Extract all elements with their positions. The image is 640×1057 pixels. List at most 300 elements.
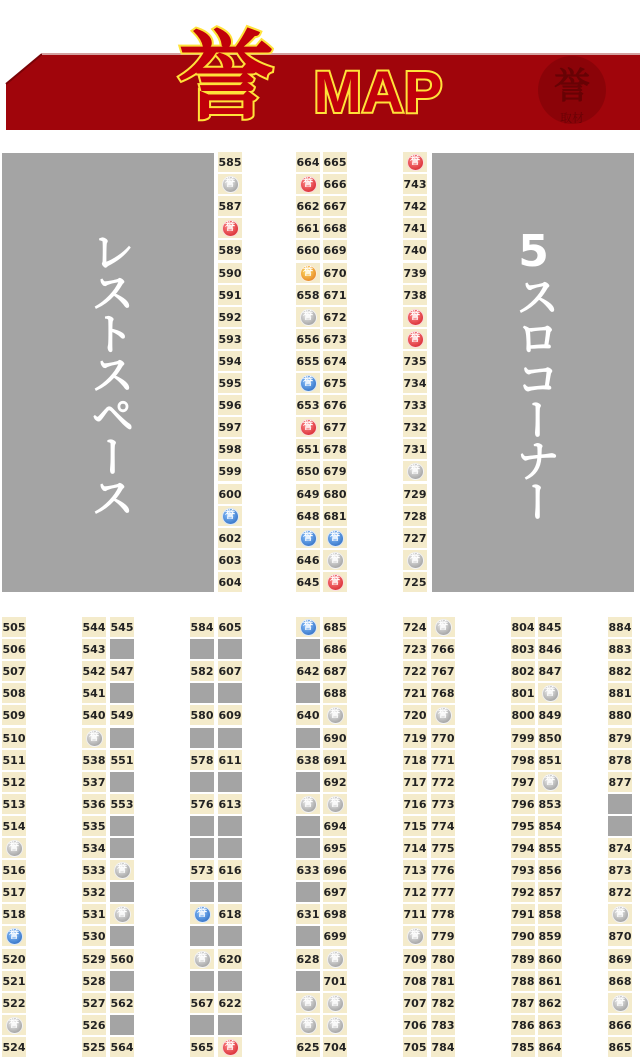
- slot-machine-number[interactable]: 796: [511, 794, 535, 814]
- slot-machine-number[interactable]: 625: [296, 1037, 320, 1057]
- homare-silver-icon: 誉: [407, 928, 424, 945]
- slot-machine-number[interactable]: 592: [218, 307, 242, 327]
- slot-machine-number[interactable]: 874: [608, 838, 632, 858]
- slot-machine-number[interactable]: 709: [403, 949, 427, 969]
- slot-machine-number[interactable]: 564: [110, 1037, 134, 1057]
- slot-machine-number[interactable]: 650: [296, 461, 320, 481]
- slot-machine-number[interactable]: 851: [538, 750, 562, 770]
- slot-machine-number[interactable]: 669: [323, 240, 347, 260]
- slot-machine-number[interactable]: 545: [110, 617, 134, 637]
- slot-machine-number[interactable]: 854: [538, 816, 562, 836]
- slot-machine-number[interactable]: 677: [323, 417, 347, 437]
- slot-machine-number[interactable]: 775: [431, 838, 455, 858]
- slot-machine-number[interactable]: 594: [218, 351, 242, 371]
- slot-machine-number[interactable]: 672: [323, 307, 347, 327]
- slot-machine-number[interactable]: 735: [403, 351, 427, 371]
- slot-machine-number[interactable]: 662: [296, 196, 320, 216]
- slot-machine-number[interactable]: 706: [403, 1015, 427, 1035]
- slot-marker-gold[interactable]: [296, 263, 320, 283]
- slot-machine-number[interactable]: 734: [403, 373, 427, 393]
- slot-machine-number[interactable]: 655: [296, 351, 320, 371]
- slot-marker-silver[interactable]: [82, 728, 106, 748]
- slot-machine-number[interactable]: 719: [403, 728, 427, 748]
- slot-marker-silver[interactable]: [608, 904, 632, 924]
- slot-machine-number[interactable]: 767: [431, 661, 455, 681]
- slot-machine-number[interactable]: 670: [323, 263, 347, 283]
- slot-marker-red[interactable]: [403, 152, 427, 172]
- slot-machine-number[interactable]: 732: [403, 417, 427, 437]
- slot-marker-silver[interactable]: [190, 949, 214, 969]
- slot-machine-number[interactable]: 633: [296, 860, 320, 880]
- slot-machine-number[interactable]: 697: [323, 882, 347, 902]
- slot-machine-number[interactable]: 717: [403, 772, 427, 792]
- empty-slot: [218, 882, 242, 902]
- slot-marker-silver[interactable]: [2, 1015, 26, 1035]
- slot-marker-red[interactable]: [218, 218, 242, 238]
- slot-machine-number[interactable]: 716: [403, 794, 427, 814]
- slot-machine-number[interactable]: 791: [511, 904, 535, 924]
- slot-machine-number[interactable]: 781: [431, 971, 455, 991]
- slot-marker-silver[interactable]: [323, 1015, 347, 1035]
- slot-machine-number[interactable]: 514: [2, 816, 26, 836]
- slot-machine-number[interactable]: 711: [403, 904, 427, 924]
- slot-machine-number[interactable]: 505: [2, 617, 26, 637]
- homare-silver-icon: 誉: [542, 774, 559, 791]
- slot-machine-number[interactable]: 742: [403, 196, 427, 216]
- slot-machine-number[interactable]: 790: [511, 926, 535, 946]
- slot-machine-number[interactable]: 560: [110, 949, 134, 969]
- slot-machine-number[interactable]: 534: [82, 838, 106, 858]
- slot-machine-number[interactable]: 532: [82, 882, 106, 902]
- slot-machine-number[interactable]: 506: [2, 639, 26, 659]
- slot-marker-silver[interactable]: [323, 550, 347, 570]
- slot-machine-number[interactable]: 543: [82, 639, 106, 659]
- slot-marker-red[interactable]: [218, 1037, 242, 1057]
- slot-machine-number[interactable]: 696: [323, 860, 347, 880]
- slot-machine-number[interactable]: 863: [538, 1015, 562, 1035]
- 5-slot-corner-label: 5スロコーナー: [508, 225, 559, 520]
- slot-machine-number[interactable]: 774: [431, 816, 455, 836]
- slot-machine-number[interactable]: 770: [431, 728, 455, 748]
- slot-machine-number[interactable]: 729: [403, 484, 427, 504]
- slot-marker-silver[interactable]: [323, 705, 347, 725]
- slot-machine-number[interactable]: 665: [323, 152, 347, 172]
- slot-machine-number[interactable]: 640: [296, 705, 320, 725]
- slot-machine-number[interactable]: 642: [296, 661, 320, 681]
- slot-machine-number[interactable]: 847: [538, 661, 562, 681]
- slot-machine-number[interactable]: 527: [82, 993, 106, 1013]
- slot-machine-number[interactable]: 849: [538, 705, 562, 725]
- slot-machine-number[interactable]: 512: [2, 772, 26, 792]
- slot-machine-number[interactable]: 869: [608, 949, 632, 969]
- slot-machine-number[interactable]: 715: [403, 816, 427, 836]
- slot-machine-number[interactable]: 846: [538, 639, 562, 659]
- slot-machine-number[interactable]: 795: [511, 816, 535, 836]
- slot-marker-blue[interactable]: [218, 506, 242, 526]
- slot-machine-number[interactable]: 598: [218, 439, 242, 459]
- slot-machine-number[interactable]: 547: [110, 661, 134, 681]
- slot-marker-blue[interactable]: [296, 617, 320, 637]
- slot-machine-number[interactable]: 780: [431, 949, 455, 969]
- empty-slot: [218, 772, 242, 792]
- slot-machine-number[interactable]: 613: [218, 794, 242, 814]
- homare-silver-icon: 誉: [542, 685, 559, 702]
- homare-blue-icon: 誉: [300, 375, 317, 392]
- slot-machine-number[interactable]: 865: [608, 1037, 632, 1057]
- slot-machine-number[interactable]: 779: [431, 926, 455, 946]
- slot-machine-number[interactable]: 713: [403, 860, 427, 880]
- slot-machine-number[interactable]: 648: [296, 506, 320, 526]
- slot-machine-number[interactable]: 860: [538, 949, 562, 969]
- slot-machine-number[interactable]: 656: [296, 329, 320, 349]
- slot-machine-number[interactable]: 804: [511, 617, 535, 637]
- slot-machine-number[interactable]: 857: [538, 882, 562, 902]
- slot-machine-number[interactable]: 660: [296, 240, 320, 260]
- slot-machine-number[interactable]: 595: [218, 373, 242, 393]
- slot-machine-number[interactable]: 551: [110, 750, 134, 770]
- slot-machine-number[interactable]: 690: [323, 728, 347, 748]
- slot-machine-number[interactable]: 599: [218, 461, 242, 481]
- slot-machine-number[interactable]: 513: [2, 794, 26, 814]
- slot-machine-number[interactable]: 707: [403, 993, 427, 1013]
- slot-marker-red[interactable]: [296, 174, 320, 194]
- slot-machine-number[interactable]: 797: [511, 772, 535, 792]
- slot-machine-number[interactable]: 799: [511, 728, 535, 748]
- slot-machine-number[interactable]: 776: [431, 860, 455, 880]
- slot-machine-number[interactable]: 567: [190, 993, 214, 1013]
- slot-machine-number[interactable]: 688: [323, 683, 347, 703]
- slot-machine-number[interactable]: 731: [403, 439, 427, 459]
- slot-machine-number[interactable]: 802: [511, 661, 535, 681]
- slot-marker-blue[interactable]: [2, 926, 26, 946]
- slot-machine-number[interactable]: 673: [323, 329, 347, 349]
- slot-machine-number[interactable]: 725: [403, 572, 427, 592]
- slot-marker-silver[interactable]: [538, 683, 562, 703]
- slot-machine-number[interactable]: 584: [190, 617, 214, 637]
- slot-machine-number[interactable]: 861: [538, 971, 562, 991]
- slot-machine-number[interactable]: 511: [2, 750, 26, 770]
- slot-machine-number[interactable]: 800: [511, 705, 535, 725]
- slot-machine-number[interactable]: 879: [608, 728, 632, 748]
- slot-machine-number[interactable]: 553: [110, 794, 134, 814]
- empty-slot: [608, 794, 632, 814]
- slot-marker-silver[interactable]: [296, 993, 320, 1013]
- slot-machine-number[interactable]: 605: [218, 617, 242, 637]
- slot-machine-number[interactable]: 793: [511, 860, 535, 880]
- slot-machine-number[interactable]: 578: [190, 750, 214, 770]
- slot-machine-number[interactable]: 766: [431, 639, 455, 659]
- slot-marker-silver[interactable]: [296, 794, 320, 814]
- slot-marker-silver[interactable]: [323, 949, 347, 969]
- slot-machine-number[interactable]: 535: [82, 816, 106, 836]
- slot-machine-number[interactable]: 792: [511, 882, 535, 902]
- slot-machine-number[interactable]: 698: [323, 904, 347, 924]
- slot-machine-number[interactable]: 692: [323, 772, 347, 792]
- slot-machine-number[interactable]: 881: [608, 683, 632, 703]
- slot-marker-silver[interactable]: [431, 617, 455, 637]
- slot-machine-number[interactable]: 882: [608, 661, 632, 681]
- slot-marker-red[interactable]: [403, 329, 427, 349]
- slot-marker-silver[interactable]: [296, 307, 320, 327]
- slot-machine-number[interactable]: 538: [82, 750, 106, 770]
- slot-machine-number[interactable]: 743: [403, 174, 427, 194]
- slot-machine-number[interactable]: 778: [431, 904, 455, 924]
- slot-machine-number[interactable]: 704: [323, 1037, 347, 1057]
- slot-marker-silver[interactable]: [110, 904, 134, 924]
- slot-machine-number[interactable]: 880: [608, 705, 632, 725]
- slot-machine-number[interactable]: 864: [538, 1037, 562, 1057]
- slot-machine-number[interactable]: 786: [511, 1015, 535, 1035]
- slot-machine-number[interactable]: 536: [82, 794, 106, 814]
- homare-silver-icon: 誉: [300, 1017, 317, 1034]
- slot-marker-silver[interactable]: [538, 772, 562, 792]
- slot-machine-number[interactable]: 526: [82, 1015, 106, 1035]
- slot-marker-silver[interactable]: [110, 860, 134, 880]
- slot-machine-number[interactable]: 549: [110, 705, 134, 725]
- slot-machine-number[interactable]: 870: [608, 926, 632, 946]
- slot-machine-number[interactable]: 768: [431, 683, 455, 703]
- slot-machine-number[interactable]: 580: [190, 705, 214, 725]
- slot-machine-number[interactable]: 585: [218, 152, 242, 172]
- slot-marker-silver[interactable]: [403, 550, 427, 570]
- slot-machine-number[interactable]: 853: [538, 794, 562, 814]
- slot-machine-number[interactable]: 686: [323, 639, 347, 659]
- slot-machine-number[interactable]: 691: [323, 750, 347, 770]
- homare-silver-icon: 誉: [222, 176, 239, 193]
- slot-machine-number[interactable]: 845: [538, 617, 562, 637]
- slot-machine-number[interactable]: 520: [2, 949, 26, 969]
- slot-machine-number[interactable]: 724: [403, 617, 427, 637]
- slot-machine-number[interactable]: 658: [296, 285, 320, 305]
- slot-machine-number[interactable]: 784: [431, 1037, 455, 1057]
- slot-machine-number[interactable]: 738: [403, 285, 427, 305]
- slot-machine-number[interactable]: 721: [403, 683, 427, 703]
- slot-marker-silver[interactable]: [2, 838, 26, 858]
- slot-marker-silver[interactable]: [403, 926, 427, 946]
- slot-machine-number[interactable]: 708: [403, 971, 427, 991]
- slot-machine-number[interactable]: 529: [82, 949, 106, 969]
- slot-machine-number[interactable]: 723: [403, 639, 427, 659]
- slot-machine-number[interactable]: 620: [218, 949, 242, 969]
- slot-marker-silver[interactable]: [608, 993, 632, 1013]
- slot-machine-number[interactable]: 607: [218, 661, 242, 681]
- slot-machine-number[interactable]: 509: [2, 705, 26, 725]
- slot-machine-number[interactable]: 544: [82, 617, 106, 637]
- slot-marker-silver[interactable]: [403, 461, 427, 481]
- slot-machine-number[interactable]: 611: [218, 750, 242, 770]
- slot-machine-number[interactable]: 631: [296, 904, 320, 924]
- slot-machine-number[interactable]: 705: [403, 1037, 427, 1057]
- slot-marker-red[interactable]: [323, 572, 347, 592]
- slot-machine-number[interactable]: 859: [538, 926, 562, 946]
- slot-machine-number[interactable]: 510: [2, 728, 26, 748]
- slot-machine-number[interactable]: 788: [511, 971, 535, 991]
- slot-machine-number[interactable]: 590: [218, 263, 242, 283]
- slot-machine-number[interactable]: 666: [323, 174, 347, 194]
- slot-machine-number[interactable]: 850: [538, 728, 562, 748]
- slot-machine-number[interactable]: 699: [323, 926, 347, 946]
- slot-machine-number[interactable]: 573: [190, 860, 214, 880]
- slot-machine-number[interactable]: 609: [218, 705, 242, 725]
- slot-machine-number[interactable]: 668: [323, 218, 347, 238]
- slot-machine-number[interactable]: 517: [2, 882, 26, 902]
- slot-machine-number[interactable]: 773: [431, 794, 455, 814]
- slot-machine-number[interactable]: 530: [82, 926, 106, 946]
- slot-machine-number[interactable]: 687: [323, 661, 347, 681]
- slot-machine-number[interactable]: 794: [511, 838, 535, 858]
- slot-machine-number[interactable]: 522: [2, 993, 26, 1013]
- slot-marker-silver[interactable]: [218, 174, 242, 194]
- slot-machine-number[interactable]: 803: [511, 639, 535, 659]
- slot-marker-silver[interactable]: [323, 993, 347, 1013]
- slot-machine-number[interactable]: 714: [403, 838, 427, 858]
- slot-machine-number[interactable]: 884: [608, 617, 632, 637]
- empty-slot: [110, 1015, 134, 1035]
- slot-marker-blue[interactable]: [296, 373, 320, 393]
- slot-machine-number[interactable]: 521: [2, 971, 26, 991]
- slot-machine-number[interactable]: 541: [82, 683, 106, 703]
- homare-gold-icon: 誉: [300, 265, 317, 282]
- slot-machine-number[interactable]: 589: [218, 240, 242, 260]
- slot-machine-number[interactable]: 603: [218, 550, 242, 570]
- slot-machine-number[interactable]: 524: [2, 1037, 26, 1057]
- slot-marker-silver[interactable]: [296, 1015, 320, 1035]
- slot-marker-red[interactable]: [403, 307, 427, 327]
- slot-machine-number[interactable]: 783: [431, 1015, 455, 1035]
- slot-machine-number[interactable]: 618: [218, 904, 242, 924]
- slot-machine-number[interactable]: 587: [218, 196, 242, 216]
- empty-slot: [296, 772, 320, 792]
- slot-machine-number[interactable]: 872: [608, 882, 632, 902]
- homare-red-icon: 誉: [327, 574, 344, 591]
- empty-slot: [190, 639, 214, 659]
- slot-machine-number[interactable]: 565: [190, 1037, 214, 1057]
- slot-machine-number[interactable]: 878: [608, 750, 632, 770]
- slot-machine-number[interactable]: 516: [2, 860, 26, 880]
- slot-machine-number[interactable]: 596: [218, 395, 242, 415]
- slot-machine-number[interactable]: 855: [538, 838, 562, 858]
- slot-machine-number[interactable]: 645: [296, 572, 320, 592]
- slot-machine-number[interactable]: 787: [511, 993, 535, 1013]
- slot-machine-number[interactable]: 507: [2, 661, 26, 681]
- slot-machine-number[interactable]: 628: [296, 949, 320, 969]
- slot-machine-number[interactable]: 664: [296, 152, 320, 172]
- slot-machine-number[interactable]: 701: [323, 971, 347, 991]
- slot-machine-number[interactable]: 856: [538, 860, 562, 880]
- slot-machine-number[interactable]: 883: [608, 639, 632, 659]
- slot-machine-number[interactable]: 600: [218, 484, 242, 504]
- slot-machine-number[interactable]: 667: [323, 196, 347, 216]
- slot-machine-number[interactable]: 531: [82, 904, 106, 924]
- slot-machine-number[interactable]: 718: [403, 750, 427, 770]
- slot-machine-number[interactable]: 582: [190, 661, 214, 681]
- slot-machine-number[interactable]: 604: [218, 572, 242, 592]
- slot-marker-blue[interactable]: [323, 528, 347, 548]
- slot-machine-number[interactable]: 739: [403, 263, 427, 283]
- slot-machine-number[interactable]: 681: [323, 506, 347, 526]
- slot-machine-number[interactable]: 525: [82, 1037, 106, 1057]
- slot-machine-number[interactable]: 771: [431, 750, 455, 770]
- slot-machine-number[interactable]: 542: [82, 661, 106, 681]
- empty-slot: [296, 926, 320, 946]
- slot-machine-number[interactable]: 646: [296, 550, 320, 570]
- homare-blue-icon: 誉: [222, 508, 239, 525]
- slot-machine-number[interactable]: 622: [218, 993, 242, 1013]
- slot-machine-number[interactable]: 789: [511, 949, 535, 969]
- slot-machine-number[interactable]: 533: [82, 860, 106, 880]
- slot-machine-number[interactable]: 694: [323, 816, 347, 836]
- slot-machine-number[interactable]: 685: [323, 617, 347, 637]
- slot-machine-number[interactable]: 728: [403, 506, 427, 526]
- homare-red-icon: 誉: [222, 220, 239, 237]
- slot-machine-number[interactable]: 674: [323, 351, 347, 371]
- slot-machine-number[interactable]: 877: [608, 772, 632, 792]
- slot-machine-number[interactable]: 602: [218, 528, 242, 548]
- slot-machine-number[interactable]: 777: [431, 882, 455, 902]
- slot-machine-number[interactable]: 508: [2, 683, 26, 703]
- slot-machine-number[interactable]: 661: [296, 218, 320, 238]
- slot-machine-number[interactable]: 798: [511, 750, 535, 770]
- slot-machine-number[interactable]: 868: [608, 971, 632, 991]
- slot-machine-number[interactable]: 785: [511, 1037, 535, 1057]
- slot-machine-number[interactable]: 741: [403, 218, 427, 238]
- slot-machine-number[interactable]: 862: [538, 993, 562, 1013]
- slot-machine-number[interactable]: 653: [296, 395, 320, 415]
- slot-machine-number[interactable]: 638: [296, 750, 320, 770]
- slot-marker-silver[interactable]: [323, 794, 347, 814]
- slot-machine-number[interactable]: 873: [608, 860, 632, 880]
- slot-machine-number[interactable]: 866: [608, 1015, 632, 1035]
- slot-machine-number[interactable]: 675: [323, 373, 347, 393]
- slot-machine-number[interactable]: 679: [323, 461, 347, 481]
- slot-machine-number[interactable]: 651: [296, 439, 320, 459]
- slot-machine-number[interactable]: 680: [323, 484, 347, 504]
- slot-machine-number[interactable]: 733: [403, 395, 427, 415]
- slot-marker-red[interactable]: [296, 417, 320, 437]
- empty-slot: [296, 639, 320, 659]
- slot-machine-number[interactable]: 591: [218, 285, 242, 305]
- slot-machine-number[interactable]: 576: [190, 794, 214, 814]
- slot-machine-number[interactable]: 712: [403, 882, 427, 902]
- empty-slot: [218, 728, 242, 748]
- slot-machine-number[interactable]: 528: [82, 971, 106, 991]
- slot-machine-number[interactable]: 540: [82, 705, 106, 725]
- slot-machine-number[interactable]: 740: [403, 240, 427, 260]
- slot-machine-number[interactable]: 616: [218, 860, 242, 880]
- slot-machine-number[interactable]: 782: [431, 993, 455, 1013]
- slot-machine-number[interactable]: 518: [2, 904, 26, 924]
- slot-machine-number[interactable]: 597: [218, 417, 242, 437]
- empty-slot: [296, 971, 320, 991]
- slot-machine-number[interactable]: 772: [431, 772, 455, 792]
- slot-machine-number[interactable]: 593: [218, 329, 242, 349]
- slot-machine-number[interactable]: 801: [511, 683, 535, 703]
- slot-machine-number[interactable]: 720: [403, 705, 427, 725]
- slot-machine-number[interactable]: 676: [323, 395, 347, 415]
- slot-machine-number[interactable]: 649: [296, 484, 320, 504]
- slot-marker-blue[interactable]: [190, 904, 214, 924]
- slot-marker-silver[interactable]: [431, 705, 455, 725]
- slot-machine-number[interactable]: 727: [403, 528, 427, 548]
- slot-machine-number[interactable]: 695: [323, 838, 347, 858]
- slot-machine-number[interactable]: 537: [82, 772, 106, 792]
- slot-marker-blue[interactable]: [296, 528, 320, 548]
- slot-machine-number[interactable]: 858: [538, 904, 562, 924]
- slot-machine-number[interactable]: 671: [323, 285, 347, 305]
- slot-machine-number[interactable]: 678: [323, 439, 347, 459]
- slot-machine-number[interactable]: 722: [403, 661, 427, 681]
- slot-machine-number[interactable]: 562: [110, 993, 134, 1013]
